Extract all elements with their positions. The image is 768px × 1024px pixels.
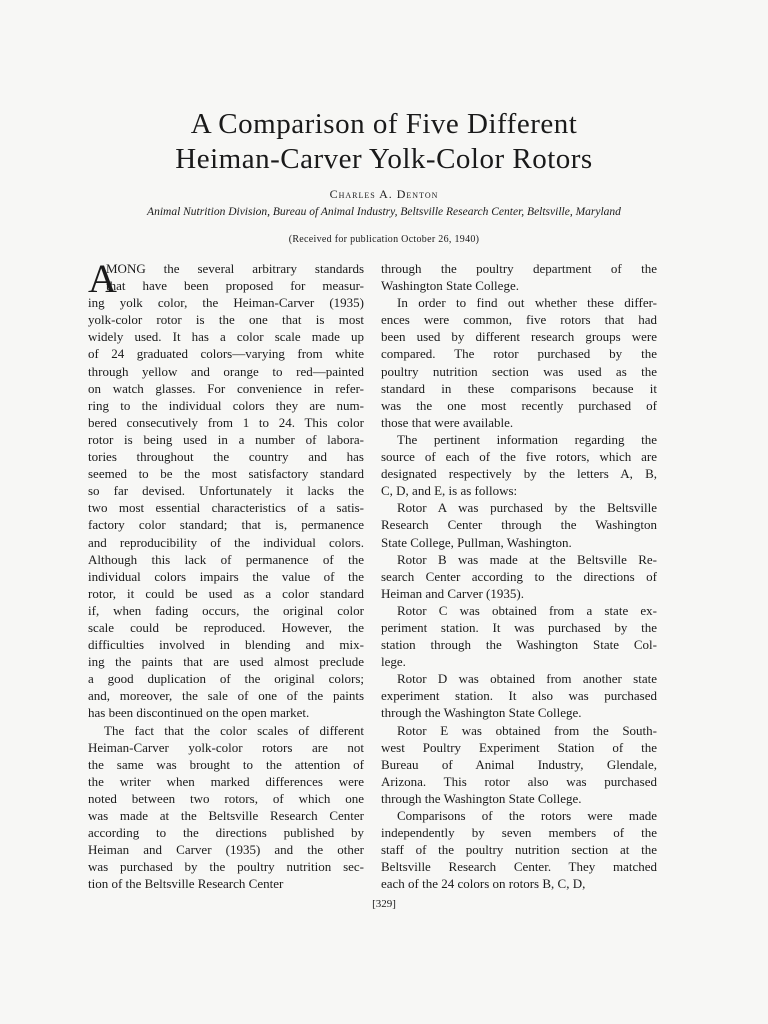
text-line: west Poultry Experiment Station of the (381, 739, 657, 755)
text-line: those that were available. (381, 414, 514, 430)
text-line: experiment station. It also was purchased (381, 688, 657, 704)
text-line: and, moreover, the sale of one of the paints (88, 688, 364, 704)
text-line: Rotor E was obtained from the South- (397, 722, 657, 738)
right-column (381, 260, 657, 892)
text-line: standard in these comparisons because it (381, 380, 657, 396)
text-line: C, D, and E, is as follows: (381, 483, 518, 499)
text-line: was made at the Beltsville Research Center (88, 808, 364, 823)
text-line: ring to the individual colors they are num- (88, 397, 364, 413)
text-line: if, when fading occurs, the original color (88, 602, 364, 618)
text-line: factory color standard; that is, permanence (88, 517, 364, 533)
received-date: (Received for publication October 26, 1940) (288, 234, 480, 245)
text-line: Although this lack of permanence of the (88, 551, 364, 567)
text-line: bered consecutively from 1 to 24. This color (88, 414, 364, 430)
text-line: the writer when marked differences were (88, 773, 364, 789)
text-line: Beltsville Research Center. They matched (381, 859, 657, 875)
text-line: through the poultry department of the (381, 261, 657, 276)
text-line: Heiman and Carver (1935). (381, 585, 524, 601)
text-line: independently by seven members of the (381, 825, 657, 841)
text-line: rotor is being used in a number of labora- (88, 431, 364, 447)
text-line: In order to find out whether these differ- (397, 295, 657, 311)
text-line: The fact that the color scales of different (104, 722, 364, 738)
text-line: Heiman-Carver yolk-color rotors are not (88, 739, 364, 755)
author-affiliation: Animal Nutrition Division, Bureau of Animal Industry, Beltsville Research Center, Beltsville, Maryland (147, 206, 621, 218)
text-line: so far devised. Unfortunately it lacks the (88, 483, 364, 499)
text-line: compared. The rotor purchased by the (381, 346, 657, 362)
text-line: Rotor C was obtained from a state ex- (397, 602, 657, 618)
text-line: rotor, it could be used as a color standard (88, 585, 364, 601)
text-line: individual colors impairs the value of the (88, 568, 364, 584)
text-line: through yellow and orange to red—painted (88, 363, 364, 379)
text-line: and reproducibility of the individual colors. (88, 534, 364, 550)
drop-cap: A (88, 256, 117, 301)
text-line: was the one most recently purchased of (381, 397, 657, 413)
text-line: Washington State College. (381, 278, 519, 294)
text-line: source of each of the five rotors, which are (381, 449, 657, 465)
text-line: Heiman and Carver (1935) and the other (88, 842, 364, 858)
text-line: The pertinent information regarding the (397, 431, 657, 447)
text-line: Arizona. This rotor also was purchased (381, 773, 657, 789)
text-line: two most essential characteristics of a satis- (88, 500, 364, 516)
text-line: been used by different research groups were (381, 329, 657, 345)
text-line: widely used. It has a color scale made up (88, 329, 364, 345)
text-line: on watch glasses. For convenience in refer- (88, 380, 364, 396)
text-line: station through the Washington State Col- (381, 637, 657, 653)
text-line: that have been proposed for measur- (106, 278, 364, 294)
text-line: Bureau of Animal Industry, Glendale, (381, 756, 657, 772)
text-line: ing yolk color, the Heiman-Carver (1935) (88, 295, 364, 311)
text-line: through the Washington State College. (381, 790, 582, 806)
text-line: yolk-color rotor is the one that is most (88, 312, 364, 328)
text-line: ences were common, five rotors that had (381, 312, 657, 328)
text-line: of 24 graduated colors—varying from white (88, 346, 364, 362)
text-line: Rotor A was purchased by the Beltsville (397, 500, 657, 516)
text-line: each of the 24 colors on rotors B, C, D, (381, 876, 586, 892)
text-line: Comparisons of the rotors were made (397, 808, 657, 823)
text-line: MONG the several arbitrary standards (106, 261, 364, 276)
text-line: seemed to be the most satisfactory standard (88, 466, 364, 482)
text-line: ing the paints that are used almost preclude (88, 654, 364, 670)
text-line: according to the directions published by (88, 825, 364, 841)
text-line: difficulties involved in blending and mix- (88, 637, 364, 653)
text-line: was purchased by the poultry nutrition sec- (88, 859, 364, 875)
text-line: periment station. It was purchased by the (381, 619, 657, 635)
text-line: scale could be reproduced. However, the (88, 619, 364, 635)
text-line: poultry nutrition section was used as the (381, 363, 657, 379)
left-column (88, 256, 364, 892)
text-line: staff of the poultry nutrition section at the (381, 842, 657, 858)
text-line: a good duplication of the original colors; (88, 671, 364, 687)
article-title-line-1: A Comparison of Five Different (190, 108, 578, 140)
text-line: Rotor D was obtained from another state (397, 671, 657, 687)
text-line: Rotor B was made at the Beltsville Re- (397, 551, 657, 567)
text-line: tion of the Beltsville Research Center (88, 876, 284, 892)
text-line: State College, Pullman, Washington. (381, 534, 572, 550)
text-line: noted between two rotors, of which one (88, 790, 364, 806)
text-line: through the Washington State College. (381, 705, 582, 721)
text-line: the same was brought to the attention of (88, 756, 364, 772)
article-title-line-2: Heiman-Carver Yolk-Color Rotors (175, 143, 593, 175)
page-number: [329] (372, 898, 396, 910)
text-line: has been discontinued on the open market. (88, 705, 310, 721)
text-line: tories throughout the country and has (88, 449, 364, 465)
text-line: designated respectively by the letters A, B, (381, 466, 657, 482)
text-line: search Center according to the directions of (381, 568, 657, 584)
text-line: lege. (381, 654, 406, 670)
text-line: Research Center through the Washington (381, 517, 657, 533)
author-name: Charles A. Denton (329, 187, 439, 201)
